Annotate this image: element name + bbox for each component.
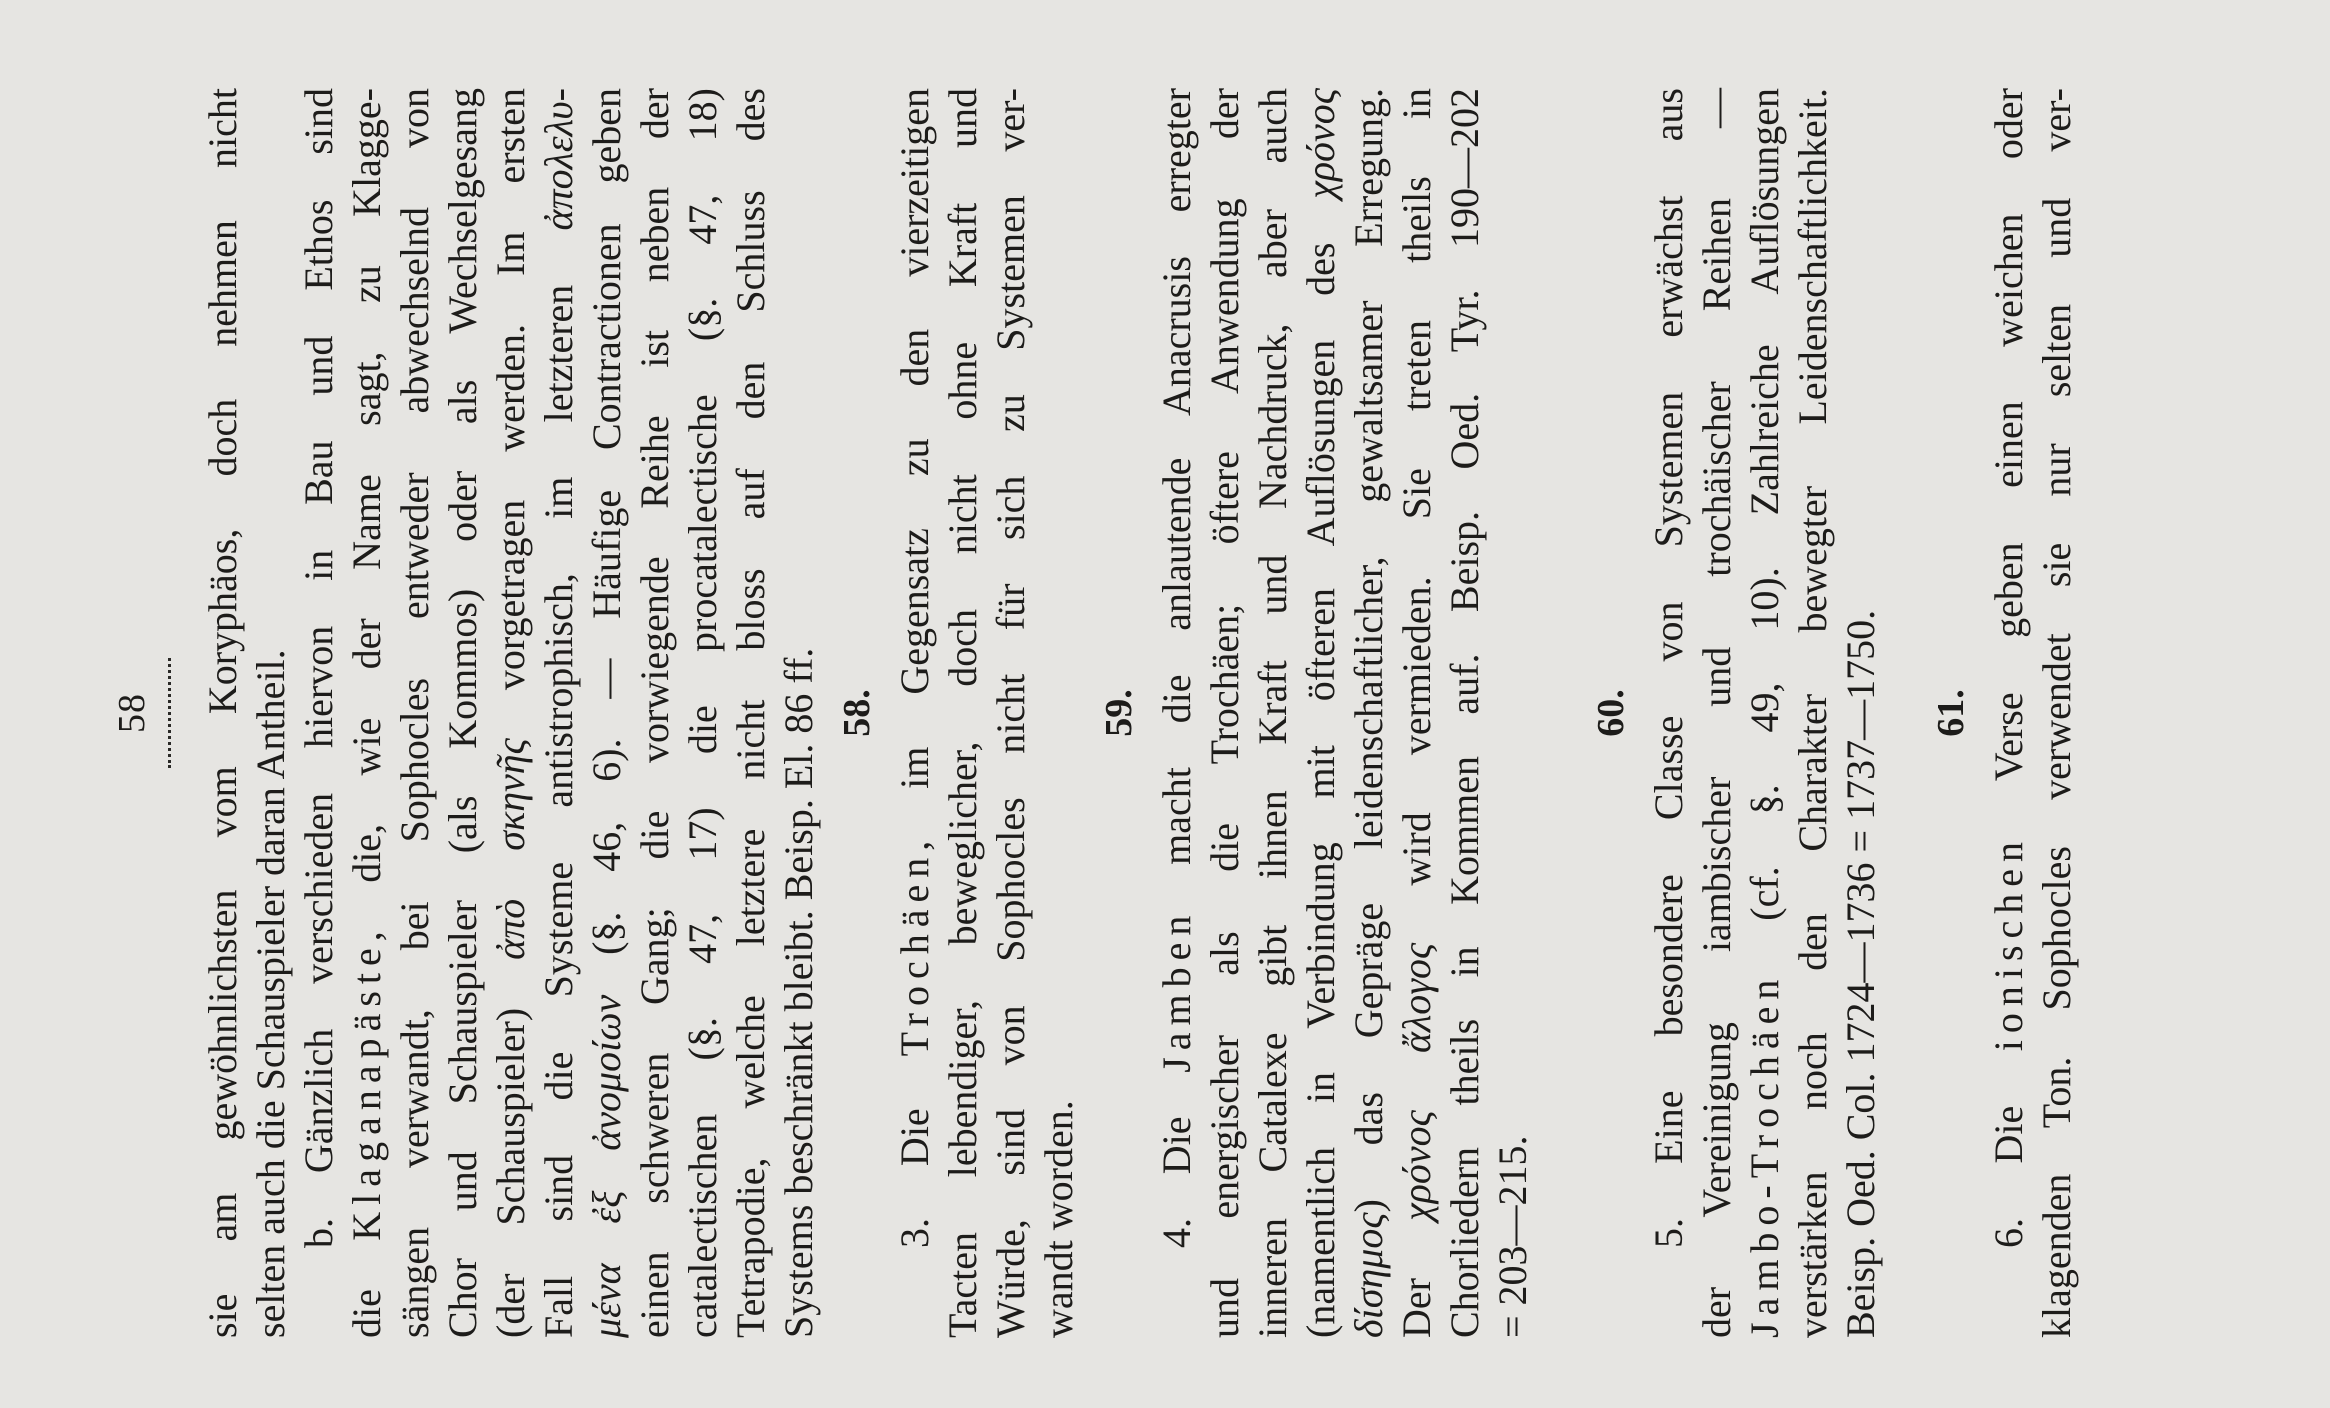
text-run: , die, wie der Name sagt, zu Klagge-: [344, 87, 389, 942]
text-run: 3. Die: [892, 1056, 937, 1248]
text-line: [1346, 88, 1392, 1338]
text-run: Der: [1394, 1220, 1439, 1338]
text-run: (der Schauspieler): [488, 959, 533, 1338]
text-run: (cf. §. 49, 10). Zahlreiche Auflösungen: [1742, 88, 1787, 973]
text-run: (namentlich in Verbindung mit öfteren Auflösungen des: [1298, 198, 1343, 1338]
text-line: der Vereinigung iambischer und trochäischer Reihen —: [1694, 88, 1739, 1338]
text-run: Fall sind die Systeme antistrophisch, im letzteren: [536, 230, 581, 1338]
text-run: wird vermieden. Sie treten theils in: [1394, 88, 1439, 943]
spaced-term: Jambo-Trochäen: [1742, 972, 1787, 1338]
spaced-term: Trochäen: [892, 850, 937, 1057]
text-line: inneren Catalexe gibt ihnen Kraft und Nachdruck, aber auch: [1250, 88, 1295, 1338]
text-run: Verse geben einen weichen oder: [1986, 88, 2031, 835]
text-line: Tetrapodie, welche letztere nicht bloss auf den Schluss des: [728, 88, 773, 1338]
text-line: [584, 88, 630, 1338]
page-number-rule: [168, 658, 171, 768]
greek-term: μένα ἐξ ἀνομοίων: [584, 994, 629, 1338]
text-run: 4. Die: [1154, 1072, 1199, 1248]
greek-term: χρόνος: [1298, 88, 1343, 199]
text-line: catalectischen (§. 47, 17) die procatalectische (§. 47, 18): [680, 88, 725, 1338]
text-line: b. Gänzlich verschieden hiervon in Bau und Ethos sind: [296, 88, 341, 1248]
greek-term: δίσημος: [1346, 1212, 1391, 1338]
text-line: Tacten lebendiger, beweglicher, doch nicht ohne Kraft und: [940, 88, 985, 1338]
text-line: sie am gewöhnlichsten vom Koryphäos, doch nehmen nicht: [200, 88, 245, 1338]
page-number: 58: [111, 693, 153, 733]
text-line: [344, 88, 390, 1338]
text-line: Beisp. Oed. Col. 1724—1736 = 1737—1750.: [1838, 609, 1883, 1338]
text-run: 6. Die: [1986, 1051, 2031, 1248]
spaced-term: ionischen: [1986, 834, 2031, 1052]
section-heading-60: 60.: [1590, 689, 1632, 737]
text-line: klagenden Ton. Sophocles verwendet sie nur selten und ver-: [2034, 88, 2079, 1338]
text-run: die: [344, 1240, 389, 1338]
text-line: [536, 88, 582, 1338]
text-line: wandt worden.: [1036, 1100, 1081, 1338]
text-run: macht die anlautende Anacrusis erregter: [1154, 88, 1199, 909]
section-heading-58: 58.: [836, 689, 878, 737]
text-run: , im Gegensatz zu den vierzeitigen: [892, 88, 937, 851]
text-line: Systems beschränkt bleibt. Beisp. El. 86 ff.: [776, 647, 821, 1338]
section-heading-61: 61.: [1930, 689, 1972, 737]
text-line: einen schweren Gang; die vorwiegende Reihe ist neben der: [632, 88, 677, 1338]
text-line: verstärken noch den Charakter bewegter Leidenschaftlichkeit.: [1790, 88, 1835, 1338]
text-run: (§. 46, 6). — Häufige Contractionen geben: [584, 87, 629, 995]
greek-term: χρόνος ἄλογος: [1394, 942, 1439, 1221]
text-line: 5. Eine besondere Classe von Systemen erwächst aus: [1646, 88, 1691, 1248]
section-heading-59: 59.: [1098, 689, 1140, 737]
text-line: sängen verwandt, bei Sophocles entweder abwechselnd von: [392, 88, 437, 1338]
text-line: selten auch die Schauspieler daran Antheil.: [248, 649, 293, 1338]
spaced-term: Jamben: [1154, 908, 1199, 1073]
text-line: = 203—215.: [1490, 1135, 1535, 1338]
text-line: Chor und Schauspieler (als Kommos) oder als Wechselgesang: [440, 88, 485, 1338]
text-line: [1154, 88, 1200, 1338]
text-run: vorgetragen werden. Im ersten: [488, 87, 533, 739]
greek-term: ἀπὸ σκηνῆς: [488, 738, 533, 960]
text-line: [1986, 88, 2032, 1338]
text-line: [1394, 88, 1440, 1338]
text-line: Chorliedern theils in Kommen auf. Beisp. Oed. Tyr. 190—202: [1442, 88, 1487, 1338]
text-line: Würde, sind von Sophocles nicht für sich zu Systemen ver-: [988, 88, 1033, 1338]
text-line: und energischer als die Trochäen; öftere Anwendung der: [1202, 88, 1247, 1338]
text-line: [892, 88, 938, 1338]
text-line: [1742, 88, 1788, 1338]
text-line: [488, 88, 534, 1338]
text-run: ) das Gepräge leidenschaftlicher, gewaltsamer Erregung.: [1346, 88, 1391, 1213]
greek-term: ἀπολελυ-: [536, 88, 581, 231]
spaced-term: Klaganapäste: [344, 941, 389, 1241]
text-line: [1298, 88, 1344, 1338]
